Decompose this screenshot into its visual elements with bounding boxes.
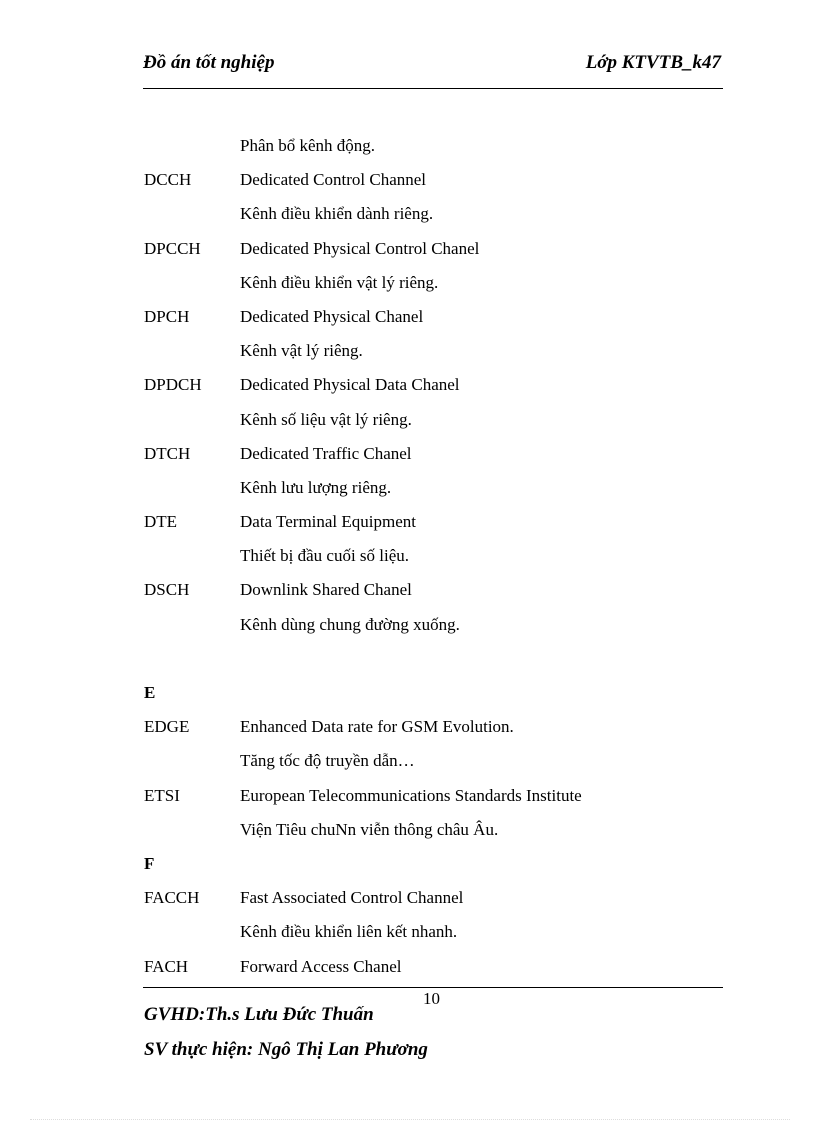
abbreviation-description: Forward Access Chanel <box>240 956 402 976</box>
abbreviation-term: DPCH <box>144 306 190 326</box>
section-letter: E <box>144 683 156 702</box>
abbreviation-row <box>143 817 723 851</box>
abbreviation-term: FACH <box>144 956 189 976</box>
abbreviation-description: Dedicated Control Channel <box>240 170 427 190</box>
abbreviation-row <box>143 133 723 167</box>
abbreviation-description: Viện Tiêu chuNn viễn thông châu Âu. <box>240 819 499 839</box>
abbreviation-row <box>143 372 723 406</box>
abbreviation-row <box>143 612 723 646</box>
abbreviation-description: Dedicated Physical Chanel <box>240 306 424 326</box>
abbreviation-term: DCCH <box>144 170 192 190</box>
abbreviation-term: DSCH <box>144 580 190 600</box>
abbreviation-term: ETSI <box>144 785 180 805</box>
abbreviation-row <box>143 236 723 270</box>
abbreviation-description: Dedicated Physical Control Chanel <box>240 238 480 258</box>
abbreviation-row <box>143 885 723 919</box>
abbreviation-description: Downlink Shared Chanel <box>240 580 412 600</box>
abbreviation-description: Dedicated Traffic Chanel <box>240 443 412 463</box>
abbreviation-term: FACCH <box>144 888 200 908</box>
abbreviation-description: Dedicated Physical Data Chanel <box>240 375 460 395</box>
abbreviation-row <box>143 919 723 953</box>
abbreviation-term: DTE <box>144 512 178 532</box>
section-heading-row <box>143 680 723 714</box>
abbreviation-term: EDGE <box>144 717 190 737</box>
abbreviation-row <box>143 407 723 441</box>
abbreviation-row <box>143 167 723 201</box>
abbreviation-row <box>143 577 723 611</box>
abbreviation-description: Thiết bị đầu cuối số liệu. <box>240 546 410 566</box>
abbreviation-description: Enhanced Data rate for GSM Evolution. <box>240 717 514 737</box>
abbreviation-description: Kênh điều khiển liên kết nhanh. <box>240 922 458 942</box>
abbreviation-description: Kênh vật lý riêng. <box>240 341 363 361</box>
abbreviation-row <box>143 304 723 338</box>
footer-student: SV thực hiện: Ngô Thị Lan Phương <box>144 1039 428 1060</box>
page-bottom-divider <box>30 1119 790 1120</box>
footer-divider <box>143 987 723 988</box>
abbreviation-description: Kênh lưu lượng riêng. <box>240 477 392 497</box>
abbreviation-row <box>143 543 723 577</box>
page-number: 10 <box>423 989 440 1008</box>
abbreviation-term: DPDCH <box>144 375 202 395</box>
section-letter: F <box>144 853 155 873</box>
abbreviation-description: Data Terminal Equipment <box>240 512 417 532</box>
abbreviation-row <box>143 954 723 988</box>
abbreviation-description: Kênh điều khiển dành riêng. <box>240 204 434 224</box>
abbreviation-description: Fast Associated Control Channel <box>240 888 464 908</box>
footer-supervisor: GVHD:Th.s Lưu Đức Thuấn <box>144 1004 374 1025</box>
abbreviation-description: Phân bổ kênh động. <box>240 136 376 155</box>
abbreviation-row <box>143 270 723 304</box>
abbreviation-description: European Telecommunications Standards Institute <box>240 785 582 805</box>
abbreviation-description: Kênh điều khiển vật lý riêng. <box>240 272 439 292</box>
abbreviation-row <box>143 201 723 235</box>
abbreviation-description: Tăng tốc độ truyền dẫn… <box>240 751 415 771</box>
header-document-title: Đồ án tốt nghiệp <box>143 52 275 73</box>
abbreviation-row <box>143 338 723 372</box>
abbreviation-row <box>143 748 723 782</box>
abbreviation-row <box>143 475 723 509</box>
abbreviation-term: DPCCH <box>144 238 201 258</box>
header-class-name: Lớp KTVTB_k47 <box>585 52 721 73</box>
section-heading-row <box>143 851 723 885</box>
abbreviation-row <box>143 714 723 748</box>
abbreviation-row <box>143 646 723 680</box>
abbreviation-row <box>143 783 723 817</box>
page-header <box>143 50 723 89</box>
abbreviation-list <box>143 133 723 988</box>
abbreviation-row <box>143 509 723 543</box>
abbreviation-description: Kênh số liệu vật lý riêng. <box>240 409 412 429</box>
abbreviation-row <box>143 441 723 475</box>
abbreviation-description: Kênh dùng chung đường xuống. <box>240 614 460 634</box>
abbreviation-term: DTCH <box>144 443 191 463</box>
